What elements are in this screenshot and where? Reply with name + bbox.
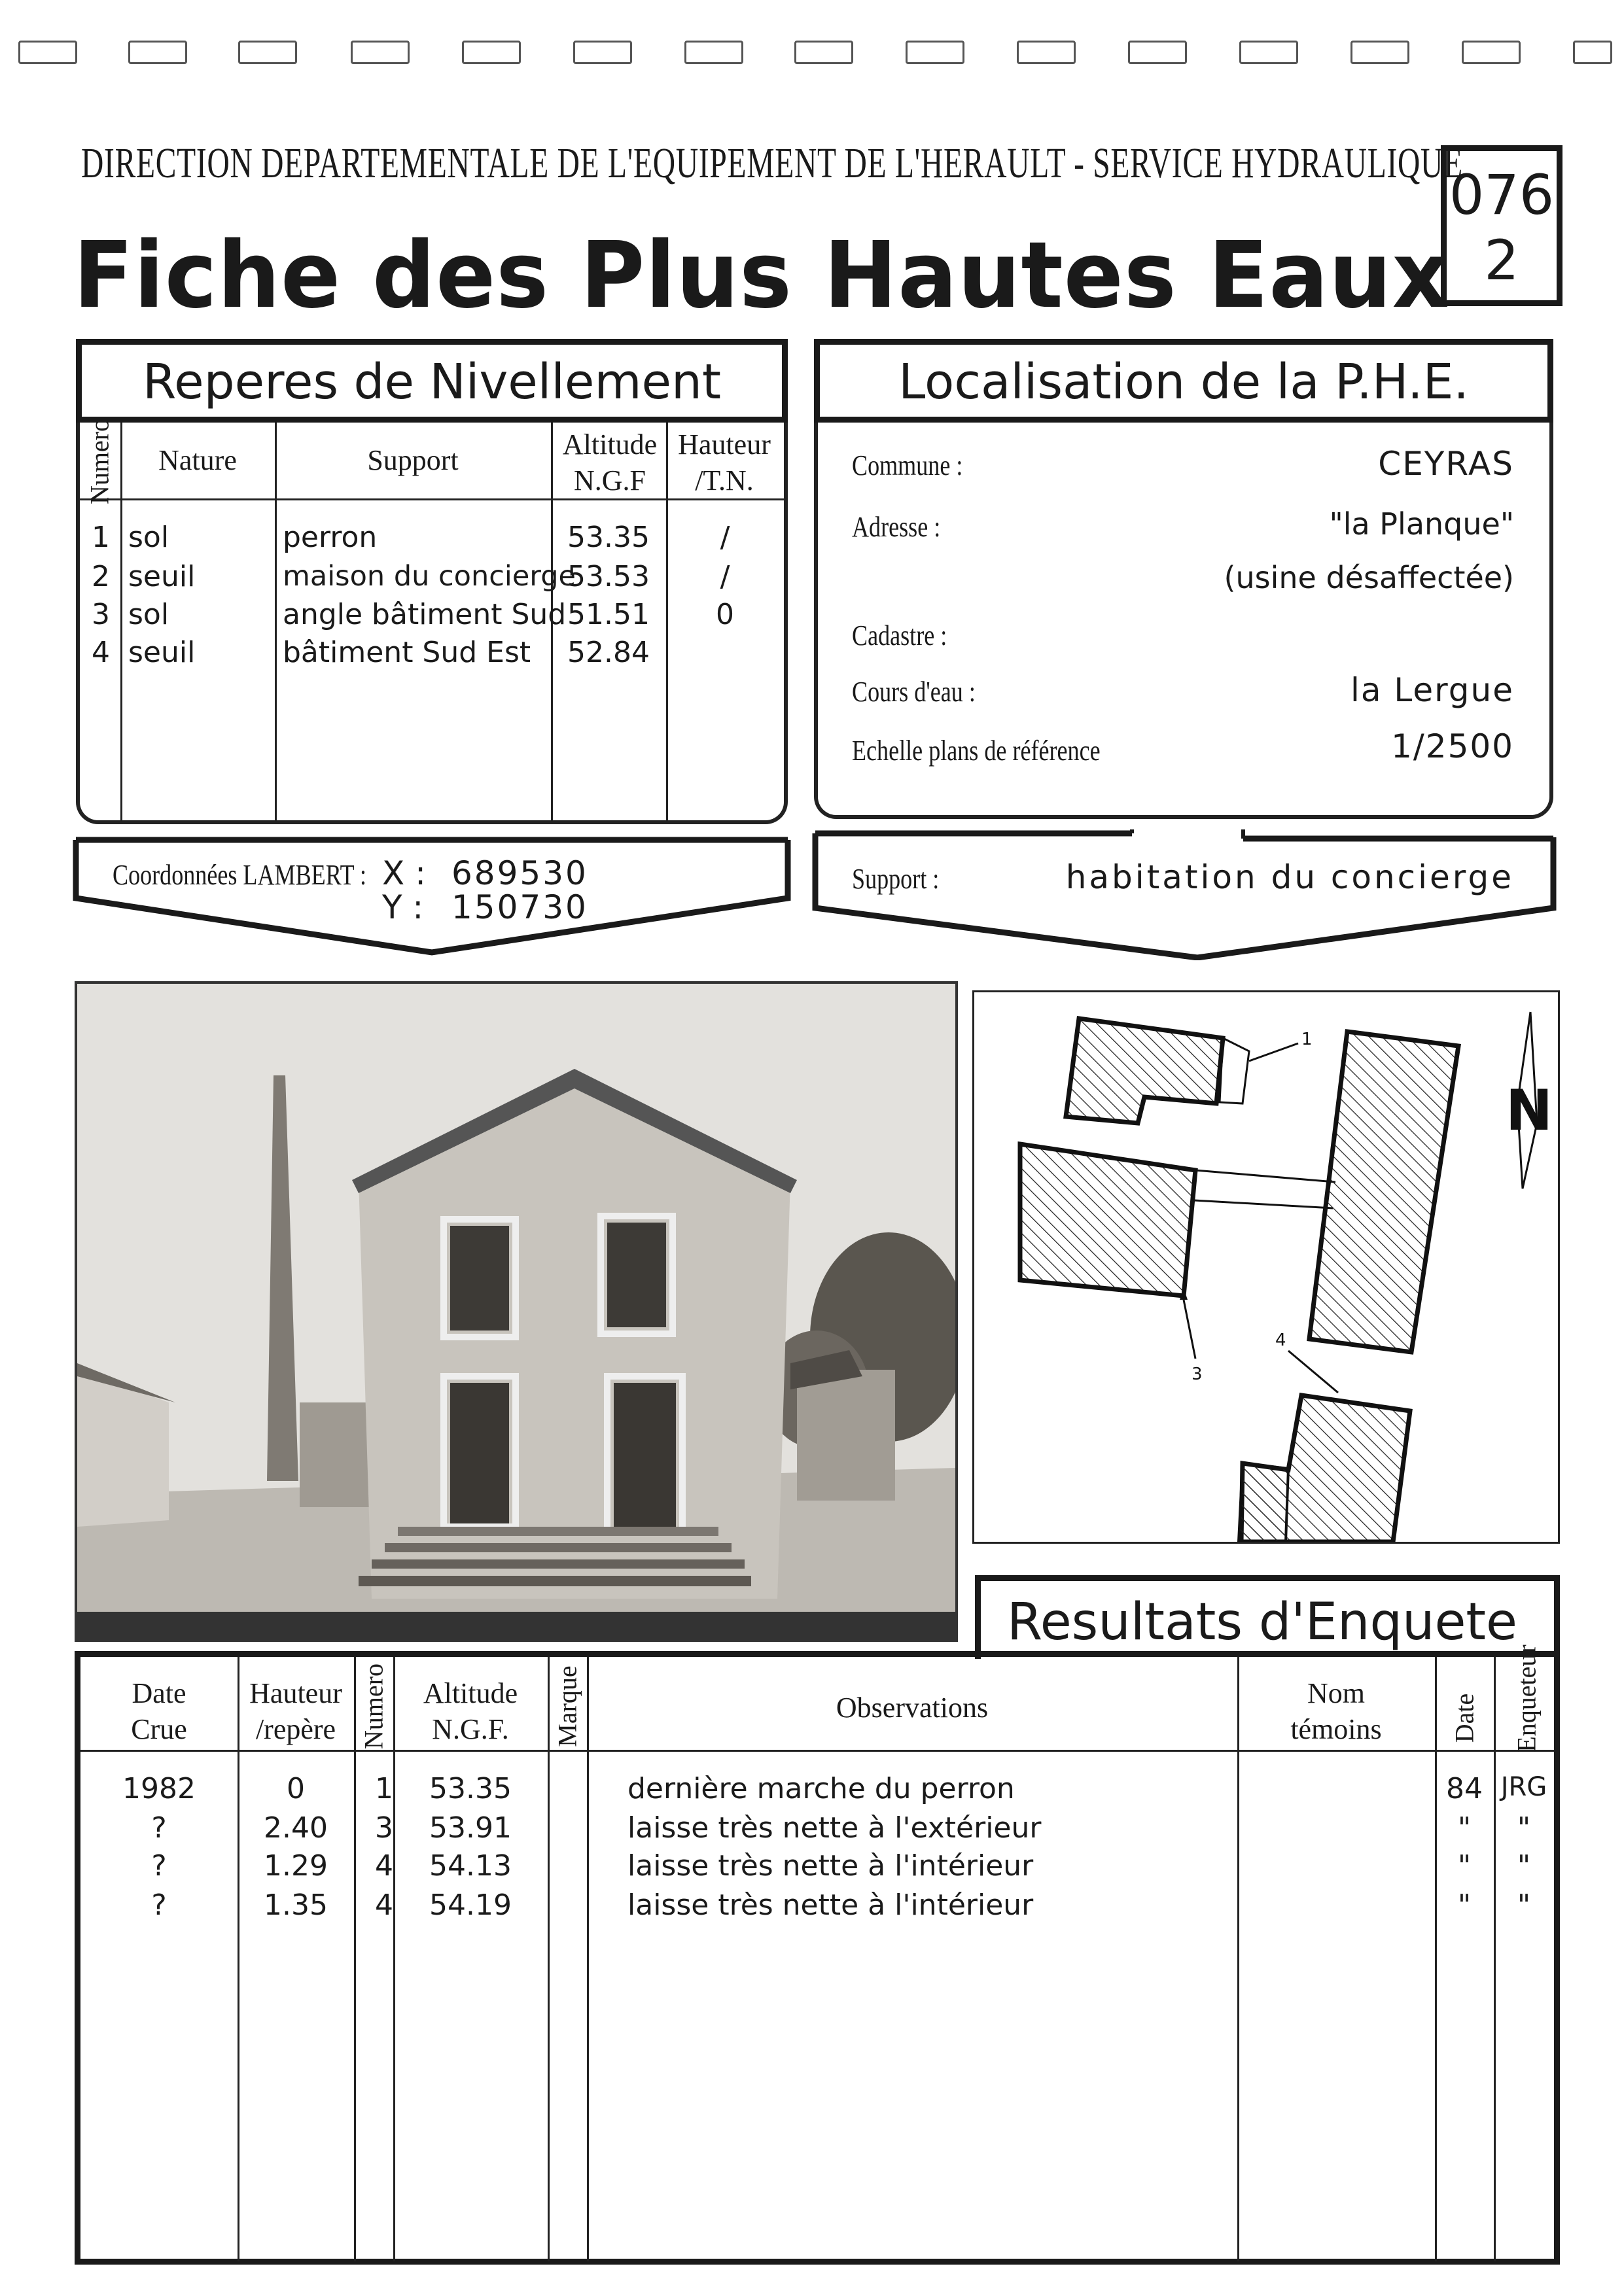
binder-hole <box>1017 41 1076 64</box>
row-number: 4 <box>92 636 110 669</box>
header-date-crue: Date Crue <box>131 1677 187 1745</box>
row-enqueteur: " <box>1517 1849 1531 1883</box>
header-date: Date <box>1449 1693 1479 1743</box>
header-numero: Numero <box>84 418 115 505</box>
lambert-y-label: Y : <box>382 888 424 926</box>
row-numero: 4 <box>375 1888 393 1922</box>
row-observation: dernière marche du perron <box>627 1772 1015 1805</box>
row-hauteur: / <box>720 521 730 554</box>
adresse-line-2: (usine désaffectée) <box>1224 560 1514 595</box>
lambert-box <box>72 836 792 960</box>
adresse-label: Adresse : <box>852 511 941 543</box>
plan-marker-4: 4 <box>1275 1331 1286 1350</box>
row-altitude: 53.53 <box>567 560 650 593</box>
row-support: bâtiment Sud Est <box>283 636 531 669</box>
lambert-y-value: 150730 <box>451 888 588 926</box>
row-numero: 3 <box>375 1811 393 1845</box>
reperes-title: Reperes de Nivellement <box>143 354 721 410</box>
support-value: habitation du concierge <box>1065 858 1514 896</box>
binder-hole <box>1239 41 1298 64</box>
row-date-crue: ? <box>151 1888 167 1922</box>
plan-marker-3: 3 <box>1192 1365 1203 1384</box>
binder-hole <box>1128 41 1187 64</box>
row-hauteur: 1.35 <box>264 1888 328 1922</box>
north-label: N <box>1506 1078 1553 1143</box>
binder-hole <box>18 41 77 64</box>
row-numero: 1 <box>375 1772 393 1805</box>
reperes-title-box <box>76 339 788 423</box>
row-hauteur: 0 <box>716 598 734 631</box>
localisation-title: Localisation de la P.H.E. <box>898 354 1469 410</box>
row-altitude: 54.19 <box>429 1888 512 1922</box>
header-altitude: Altitude N.G.F <box>562 428 658 496</box>
binder-hole <box>906 41 964 64</box>
header-nom-temoins: Nom témoins <box>1290 1677 1382 1745</box>
header-numero: Numero <box>359 1663 389 1750</box>
row-hauteur: 1.29 <box>264 1849 328 1883</box>
page-title: Fiche des Plus Hautes Eaux <box>73 222 1450 329</box>
row-enqueteur: JRG <box>1500 1772 1547 1802</box>
resultats-title-box <box>975 1575 1560 1659</box>
support-label: Support : <box>852 863 940 895</box>
plan-marker-1: 1 <box>1301 1030 1313 1049</box>
commune-value: CEYRAS <box>1378 445 1514 483</box>
lambert-label: Coordonnées LAMBERT : <box>113 859 367 891</box>
site-plan <box>972 990 1560 1544</box>
row-date-crue: ? <box>151 1849 167 1883</box>
binder-hole <box>1462 41 1521 64</box>
row-support: perron <box>283 521 378 554</box>
lambert-x-label: X : <box>382 854 426 892</box>
header-altitude: Altitude N.G.F. <box>423 1677 518 1745</box>
reference-number: 076 <box>1449 163 1555 227</box>
binder-hole <box>794 41 853 64</box>
reperes-table <box>76 418 788 824</box>
row-support: maison du concierge <box>283 560 576 593</box>
header-support: Support <box>367 444 459 476</box>
row-hauteur: 0 <box>287 1772 305 1805</box>
row-date: " <box>1457 1811 1472 1845</box>
row-enqueteur: " <box>1517 1888 1531 1922</box>
binder-hole <box>573 41 632 64</box>
row-altitude: 52.84 <box>567 636 650 669</box>
binder-hole <box>128 41 187 64</box>
row-enqueteur: " <box>1517 1811 1531 1845</box>
row-observation: laisse très nette à l'intérieur <box>627 1888 1034 1922</box>
header-observations: Observations <box>836 1692 989 1724</box>
row-altitude: 53.35 <box>567 521 650 554</box>
header-marque: Marque <box>552 1665 582 1747</box>
row-date: 84 <box>1446 1772 1483 1805</box>
row-hauteur: / <box>720 560 730 593</box>
building-photo <box>75 981 958 1642</box>
lambert-x-value: 689530 <box>451 854 588 892</box>
binder-hole <box>684 41 743 64</box>
header-nature: Nature <box>158 444 237 476</box>
binder-hole <box>238 41 297 64</box>
agency-header: DIRECTION DEPARTEMENTALE DE L'EQUIPEMENT DE L'HERAULT - SERVICE HYDRAULIQUE <box>81 139 1463 187</box>
header-enqueteur: Enqueteur <box>1511 1644 1542 1752</box>
row-nature: seuil <box>128 560 196 593</box>
row-nature: sol <box>128 598 169 631</box>
resultats-title: Resultats d'Enquete <box>1007 1593 1517 1652</box>
resultats-table <box>75 1644 1560 2265</box>
echelle-value: 1/2500 <box>1391 727 1514 765</box>
row-observation: laisse très nette à l'extérieur <box>627 1811 1042 1845</box>
row-support: angle bâtiment Sud <box>283 598 567 631</box>
row-date: " <box>1457 1849 1472 1883</box>
row-altitude: 53.35 <box>429 1772 512 1805</box>
header-hauteur: Hauteur /T.N. <box>678 428 771 496</box>
row-altitude: 53.91 <box>429 1811 512 1845</box>
echelle-label: Echelle plans de référence <box>852 735 1101 767</box>
row-date: " <box>1457 1888 1472 1922</box>
reference-sub: 2 <box>1484 228 1519 292</box>
localisation-title-box <box>814 339 1553 423</box>
row-nature: seuil <box>128 636 196 669</box>
row-hauteur: 2.40 <box>264 1811 328 1845</box>
row-date-crue: ? <box>151 1811 167 1845</box>
row-nature: sol <box>128 521 169 554</box>
binder-hole <box>351 41 410 64</box>
binder-hole <box>1573 41 1612 64</box>
cours-eau-value: la Lergue <box>1350 671 1514 709</box>
row-observation: laisse très nette à l'intérieur <box>627 1849 1034 1883</box>
row-altitude: 51.51 <box>567 598 650 631</box>
row-altitude: 54.13 <box>429 1849 512 1883</box>
binder-hole <box>1350 41 1409 64</box>
row-date-crue: 1982 <box>122 1772 196 1805</box>
cours-eau-label: Cours d'eau : <box>852 676 976 708</box>
row-number: 1 <box>92 521 110 554</box>
cadastre-label: Cadastre : <box>852 619 947 652</box>
commune-label: Commune : <box>852 449 963 481</box>
reference-box <box>1441 145 1562 306</box>
row-numero: 4 <box>375 1849 393 1883</box>
row-number: 2 <box>92 560 110 593</box>
header-hauteur-repere: Hauteur /repère <box>249 1677 342 1745</box>
row-number: 3 <box>92 598 110 631</box>
adresse-line-1: "la Planque" <box>1329 506 1514 542</box>
binder-hole <box>462 41 521 64</box>
